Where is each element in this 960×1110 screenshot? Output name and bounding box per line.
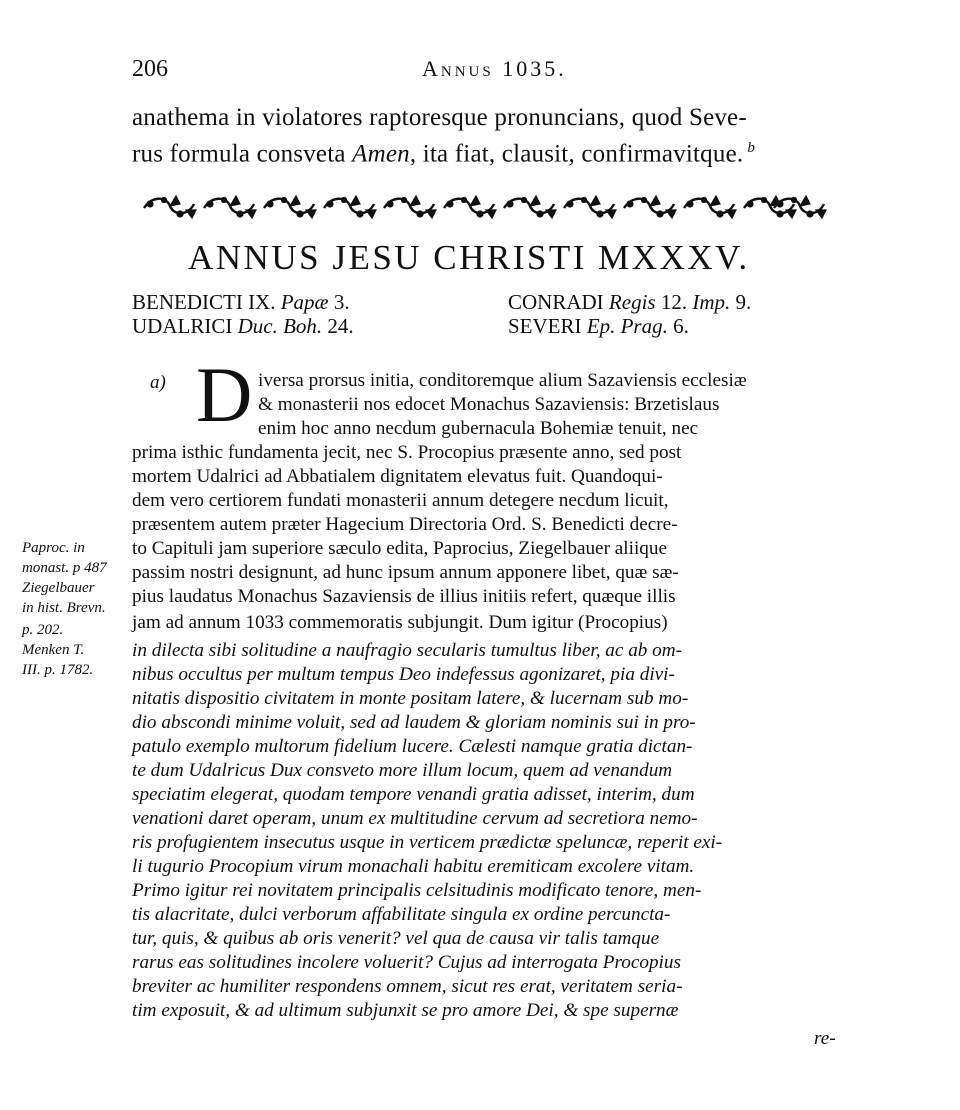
body-line: nibus occultus per multum tempus Deo indefessus agonizaret, pia divi- [132, 664, 675, 685]
footnote-reference: b [747, 140, 756, 156]
body-line: venationi daret operam, unum ex multitudine cervum ad secretiora nemo- [132, 808, 698, 829]
marginal-note: III. p. 1782. [22, 662, 94, 678]
body-line: præsentem autem præter Hagecium Directoria Ord. S. Benedicti decre- [132, 514, 678, 535]
regnal-udalric: UDALRICI Duc. Boh. 24. [132, 314, 354, 338]
body-line: tur, quis, & quibus ab oris venerit? vel qua de causa vir talis tamque [132, 928, 660, 949]
body-line: dem vero certiorem fundati monasterii annum detegere necdum licuit, [132, 490, 669, 511]
body-line: ris profugientem insecutus usque in verticem prædictæ speluncæ, reperit exi- [132, 832, 723, 853]
body-line: dio abscondi minime voluit, sed ad laudem & gloriam nominis sui in pro- [132, 712, 696, 733]
body-line: mortem Udalrici ad Abbatialem dignitatem elevatus fuit. Quandoqui- [132, 466, 663, 487]
body-line: nitatis dispositio civitatem in monte positam latere, & lucernam sub mo- [132, 688, 689, 709]
footnote-mark: a) [150, 372, 166, 393]
floral-vine-ornament-icon [140, 192, 830, 222]
body-line: tim exposuit, & ad ultimum subjunxit se pro amore Dei, & spe supernæ [132, 1000, 679, 1021]
body-line: li tugurio Procopium virum monachali habitu eremiticam excolere vitam. [132, 856, 695, 877]
body-line: passim nostri designunt, ad hunc ipsum annum apponere libet, quæ sæ- [132, 562, 679, 583]
year-heading: ANNUS JESU CHRISTI MXXXV. [188, 238, 750, 277]
regnal-benedict: BENEDICTI IX. Papæ 3. [132, 290, 350, 314]
body-line: iversa prorsus initia, conditoremque alium Sazaviensis ecclesiæ [258, 370, 747, 391]
continuation-line-2: rus formula consveta Amen, ita fiat, clausit, confirmavitque. $^b$ [132, 140, 756, 168]
drop-cap: D [196, 351, 253, 438]
marginal-note: Paproc. in [22, 540, 85, 556]
body-line: breviter ac humiliter respondens omnem, sicut res erat, veritatem seria- [132, 976, 683, 997]
regnal-conrad: CONRADI Regis 12. Imp. 9. [508, 290, 752, 314]
body-line: tis alacritate, dulci verborum affabilitate singula ex ordine percuncta- [132, 904, 671, 925]
body-line: & monasterii nos edocet Monachus Sazaviensis: Brzetislaus [258, 394, 720, 415]
body-line: prima isthic fundamenta jecit, nec S. Procopius præsente anno, sed post [132, 442, 682, 463]
marginal-note: Ziegelbauer [22, 580, 95, 596]
running-title: Annus 1035. [422, 56, 567, 81]
marginal-note: p. 202. [22, 622, 64, 638]
marginal-note: Menken T. [22, 642, 85, 658]
page-number: 206 [132, 56, 168, 82]
continuation-line-1: anathema in violatores raptoresque pronuncians, quod Seve- [132, 104, 747, 131]
body-line: pius laudatus Monachus Sazaviensis de illius initiis refert, quæque illis [132, 586, 676, 607]
catchword: re- [814, 1028, 836, 1049]
body-line: speciatim elegerat, quodam tempore venandi gratia adisset, interim, dum [132, 784, 695, 805]
body-line: in dilecta sibi solitudine a naufragio secularis tumultus liber, ac ab om- [132, 640, 683, 661]
regnal-severus: SEVERI Ep. Prag. 6. [508, 314, 689, 338]
body-line: te dum Udalricus Dux consveto more illum locum, quem ad venandum [132, 760, 673, 781]
marginal-note: in hist. Brevn. [22, 600, 106, 616]
body-line: enim hoc anno necdum gubernacula Bohemiæ tenuit, nec [258, 418, 699, 439]
body-line: patulo exemplo multorum fidelium lucere. Cælesti namque gratia dictan- [132, 736, 693, 757]
body-line: to Capituli jam superiore sæculo edita, Paprocius, Ziegelbauer aliique [132, 538, 667, 559]
body-line: rarus eas solitudines incolere voluerit? Cujus ad interrogata Procopius [132, 952, 681, 973]
body-line: jam ad annum 1033 commemoratis subjungit. Dum igitur (Procopius) [132, 612, 668, 633]
marginal-note: monast. p 487 [22, 560, 107, 576]
body-line: Primo igitur rei novitatem principalis celsitudinis modificato tenore, men- [132, 880, 702, 901]
